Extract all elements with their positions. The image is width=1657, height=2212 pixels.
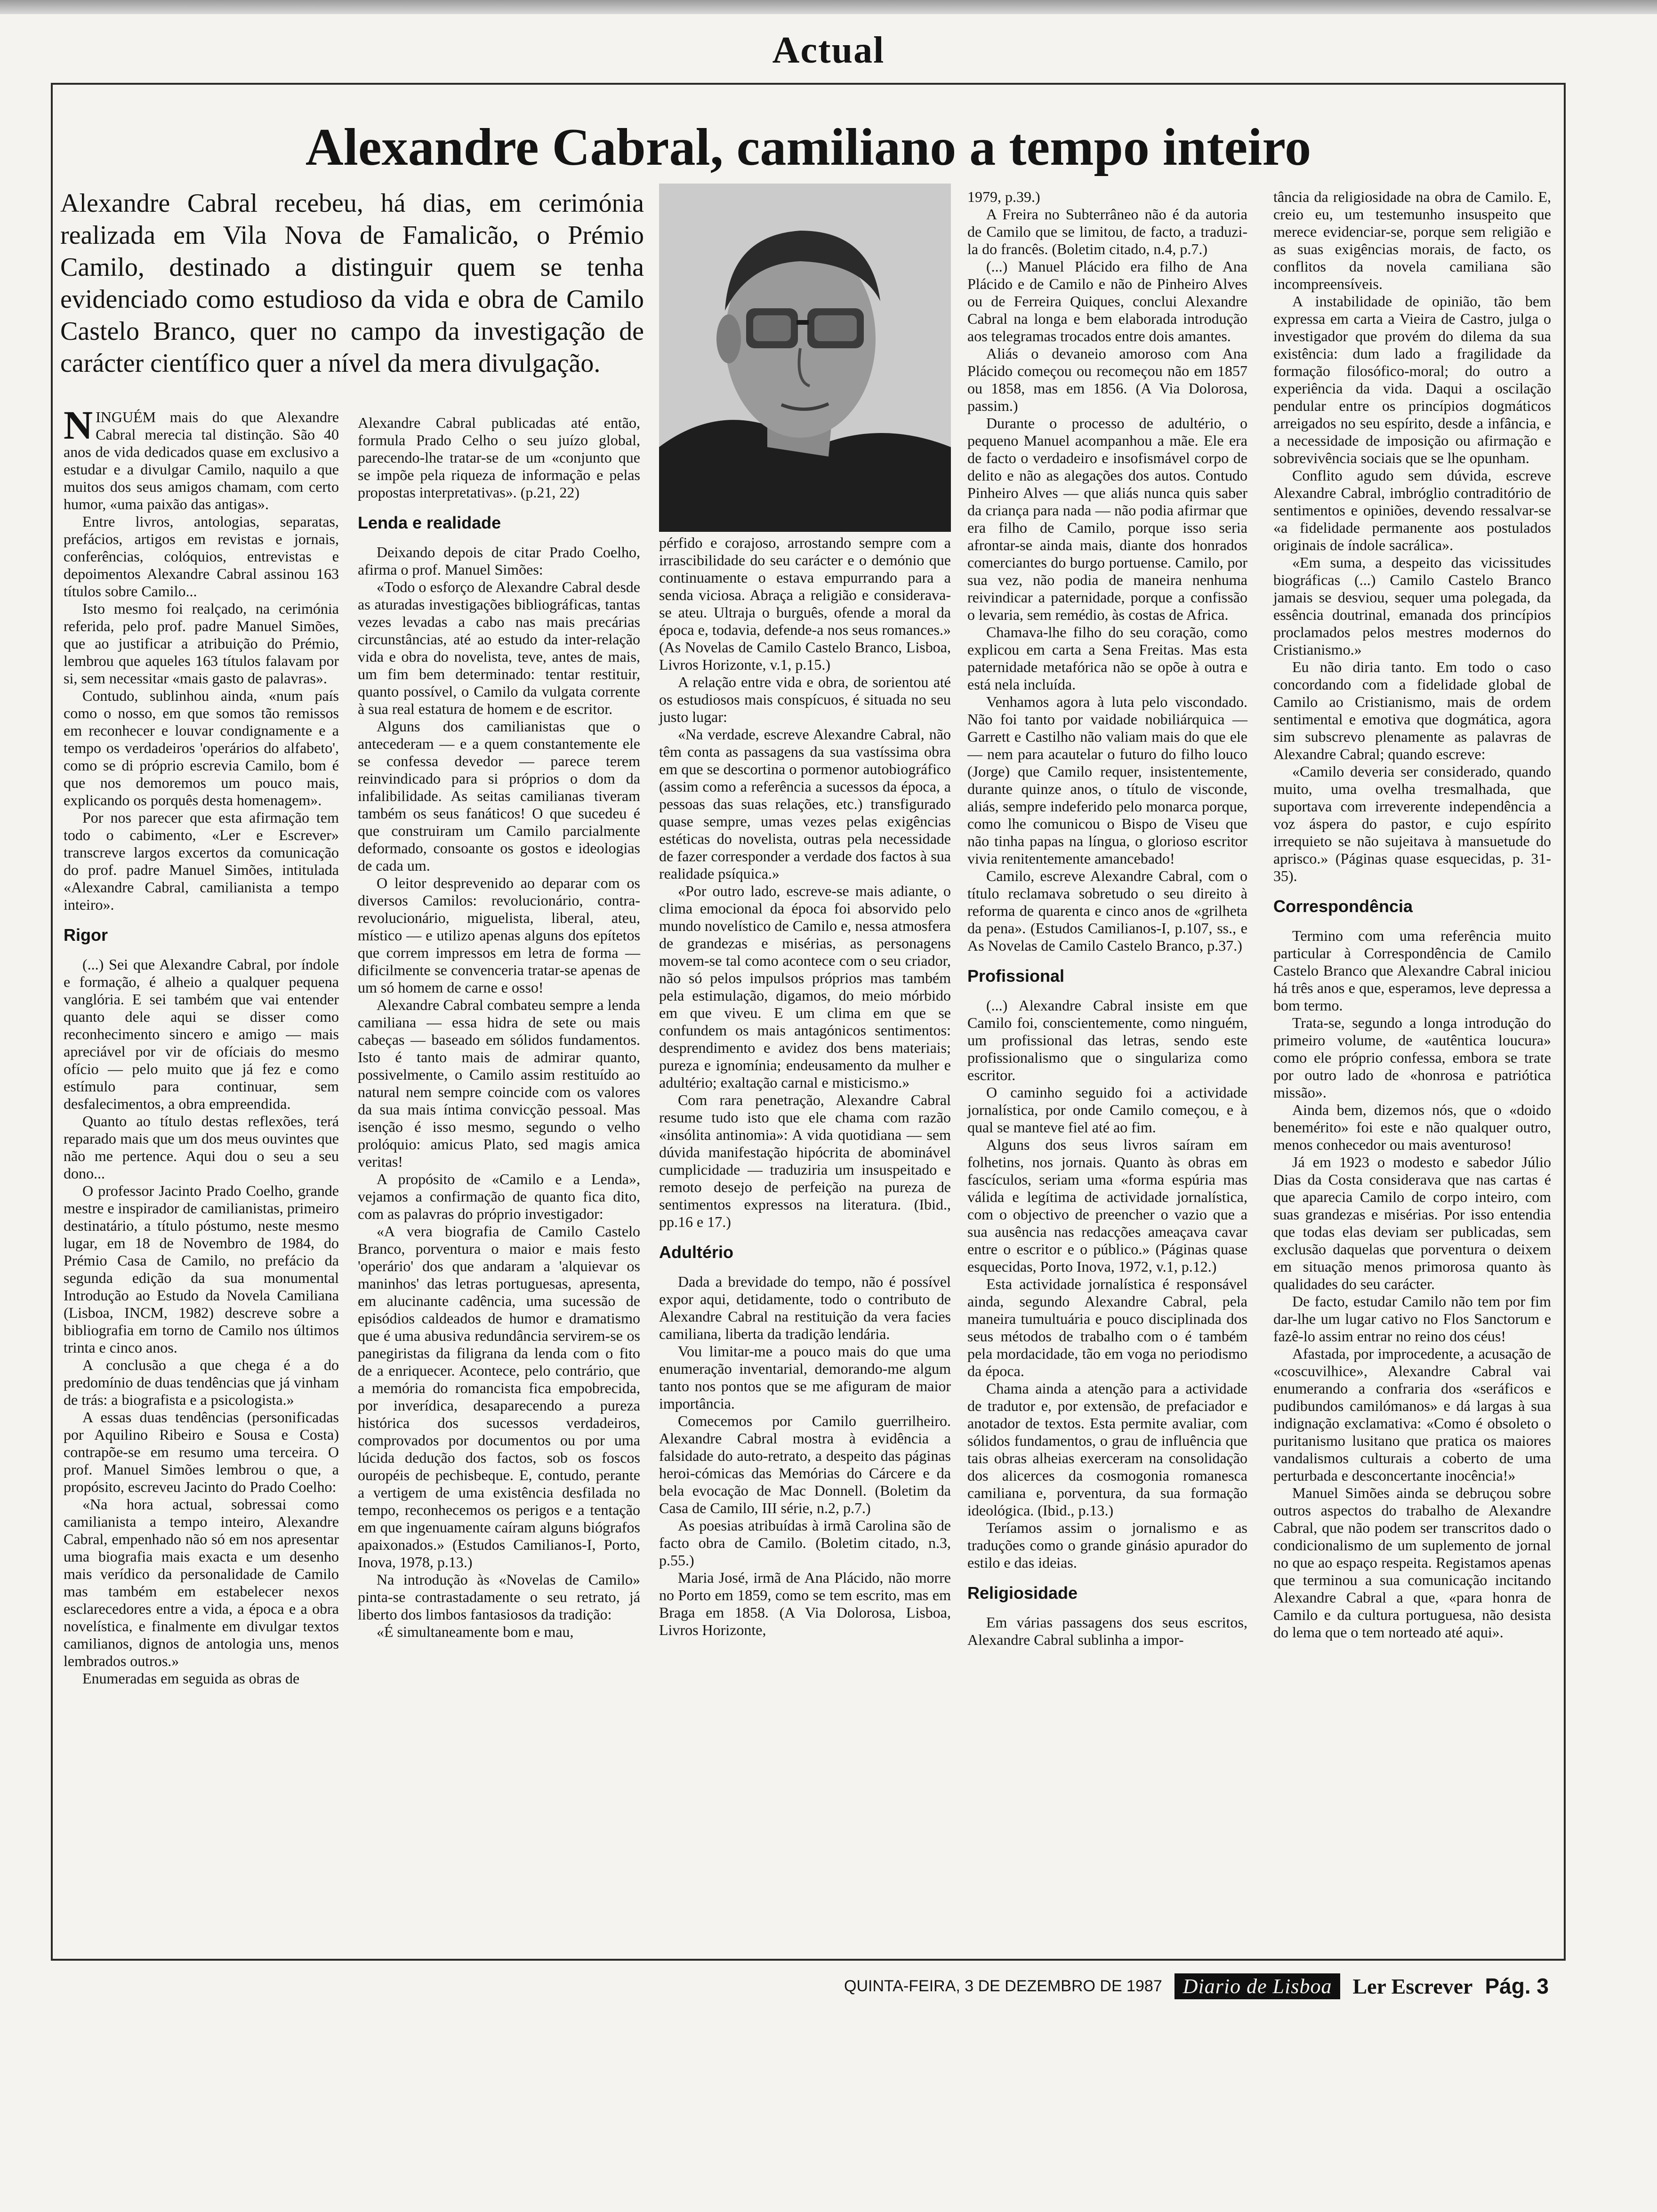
paragraph: «Em suma, a despeito das vicissitudes biográficas (...) Camilo Castelo Branco jamais se desviou, sequer uma polegada, da essência doutrinal, emanada dos princípios proclamados pelos mestres modernos do Cristianismo.» [1273, 554, 1551, 658]
paragraph: Na introdução às «Novelas de Camilo» pinta-se contrastadamente o seu retrato, já liberto dos limbos fantasiosos da tradição: [358, 1571, 640, 1623]
paragraph: Manuel Simões ainda se debruçou sobre outros aspectos do trabalho de Alexandre Cabral, que não podem ser transcritos dado o condicionalismo de um suplemento de jornal no que ao espaço respeita. Registamos apenas que terminou a sua comunicação incitando Alexandre Cabral a que, «para honra de Camilo e da cultura portuguesa, não desista do lema que o tem norteado até aqui». [1273, 1484, 1551, 1641]
paragraph: Com rara penetração, Alexandre Cabral resume tudo isto que ele chama com razão «insólita antinomia»: A vida quotidiana — sem dúvida manifestação hipócrita de abominável cumplicidade — traduziria um insuspeitado e remoto desejo de perfeição na pureza de sentimentos expressos na literatura. (Ibid., pp.16 e 17.) [659, 1091, 951, 1230]
scan-top-edge [0, 0, 1657, 14]
page-number: Pág. 3 [1485, 1974, 1549, 1998]
paragraph: tância da religiosidade na obra de Camilo. E, creio eu, um testemunho insuspeito que merece evidenciar-se, porque sem religião e as suas exigências morais, de facto, os conflitos da novela camiliana são incompreensíveis. [1273, 188, 1551, 292]
paragraph: Eu não diria tanto. Em todo o caso concordando com a fidelidade global de Camilo ao Cristianismo, mais de ordem sentimental e emotiva que dogmática, agora sim subscrevo plenamente as palavras de Alexandre Cabral; quando escreve: [1273, 658, 1551, 762]
paragraph: Já em 1923 o modesto e sabedor Júlio Dias da Costa considerava que nas cartas é que aparecia Camilo de corpo inteiro, com suas grandezas e misérias. Por isso entendia que todas elas deviam ser publicadas, sem exclusão daquelas que porventura o deixem em situação menos primorosa quanto às qualidades do seu carácter. [1273, 1154, 1551, 1292]
subheading-religiosidade: Religiosidade [967, 1583, 1078, 1603]
paragraph: «A vera biografia de Camilo Castelo Branco, porventura o maior e mais festo 'operário' dos que andaram a 'alquievar os maninhos' das letras portuguesas, apresenta, em alucinante cadência, uma sucessão de episódios caldeados de humor e dramatismo que é uma abusiva redundância servirem-se os panegiristas da filigrana da lenda com o fito de a enriquecer. Acontece, pelo contrário, que a memória do romancista fica empobrecida, por inverídica, desaparecendo a pureza histórica dos sucessos verdadeiros, comprovados por documentos ou por uma lúcida dedução dos factos, sob os foscos ouropéis de pechisbeque. E, contudo, perante a vertigem de uma existência desfilada no tempo, reconhecemos os perigos e a tentação em que ingenuamente caíram alguns biógrafos apaixonados.» (Estudos Camilianos-I, Porto, Inova, 1978, p.13.) [358, 1223, 640, 1571]
paragraph: O caminho seguido foi a actividade jornalística, por onde Camilo começou, e à qual se manteve fiel até ao fim. [967, 1084, 1247, 1136]
paragraph: «Todo o esforço de Alexandre Cabral desde as aturadas investigações bibliográficas, tantas vezes levadas a cabo nas mais precárias circunstâncias, até ao estudo da inter-relação vida e obra do novelista, teve, antes de mais, um fim bem determinado: tentar restituir, quanto possível, o Camilo da vulgata corrente à sua real estatura de homem e de escritor. [358, 578, 640, 717]
paragraph: «Na hora actual, sobressai como camilianista a tempo inteiro, Alexandre Cabral, empenhado não só em nos apresentar uma biografia mais exacta e um desenho mais verídico da personalidade de Camilo mas também em estabelecer nexos esclarecedores entre a vida, a época e a obra novelística, e finalmente em divulgar textos camilianos, dignos de antologia uns, menos lembrados outros.» [64, 1496, 339, 1669]
author-photo [659, 184, 951, 532]
issue-date: QUINTA-FEIRA, 3 DE DEZEMBRO DE 1987 [844, 1977, 1162, 1995]
paragraph: De facto, estudar Camilo não tem por fim dar-lhe um lugar cativo no Flos Sanctorum e fazê-lo assim entrar no reino dos céus! [1273, 1293, 1551, 1345]
paragraph: Venhamos agora à luta pelo viscondado. Não foi tanto por vaidade nobiliárquica — Garrett e Castilho não valiam mais do que ele — nem para acautelar o futuro do filho louco (Jorge) que Camilo requer, insistentemente, durante quinze anos, o título de visconde, aliás, sempre indeferido pelo monarca porque, como lhe comunicou o Bispo de Viseu que não tinha papas na língua, o glorioso escritor vivia renitentemente amancebado! [967, 693, 1247, 867]
article-headline: Alexandre Cabral, camiliano a tempo inteiro [305, 118, 1311, 176]
paragraph: (...) Manuel Plácido era filho de Ana Plácido e de Camilo e não de Pinheiro Alves ou de Ferreira Quiques, conclui Alexandre Cabral na longa e bem elaborada introdução aos telegramas trocados entre dois amantes. [967, 258, 1247, 345]
paragraph: Maria José, irmã de Ana Plácido, não morre no Porto em 1859, como se tem escrito, mas em Braga em 1858. (A Via Dolorosa, Lisboa, Livros Horizonte, [659, 1569, 951, 1638]
paragraph: pérfido e corajoso, arrostando sempre com a irrascibilidade do seu carácter e o demónio que continuamente o estava empurrando para a senda viciosa. Abraça a religião e considerava-se ateu. Ultraja o burguês, ofende a moral da época e, todavia, defende-a nos seus romances.» (As Novelas de Camilo Castelo Branco, Lisboa, Livros Horizonte, v.1, p.15.) [659, 534, 951, 673]
paragraph: «Por outro lado, escreve-se mais adiante, o clima emocional da época foi absorvido pelo mundo novelístico de Camilo e, nessa atmosfera de grandezas e misérias, as personagens movem-se tal como acontece com o seu criador, não só pelos impulsos próprios mas também pela estimulação, digamos, do meio mórbido em que viveu. E um clima em que se confundem os mais antagónicos sentimentos: desprendimento e avidez dos bens materiais; pureza e ignomínia; endeusamento da mulher e adultério; exaltação carnal e misticismo.» [659, 882, 951, 1091]
paragraph: Enumeradas em seguida as obras de [82, 1670, 300, 1687]
subheading-adulterio: Adultério [659, 1242, 733, 1262]
paragraph: Termino com uma referência muito particular à Correspondência de Camilo Castelo Branco que Alexandre Cabral iniciou há três anos e que, esperamos, leve depressa a bom termo. [1273, 927, 1551, 1014]
paragraph: «Na verdade, escreve Alexandre Cabral, não têm conta as passagens da sua vastíssima obra em que se descortina o pormenor autobiográfico (assim como a referência a sucessos da época, a pessoas das suas relações, etc.) transfigurado quase sempre, umas vezes pelas exigências estéticas do novelista, outras pela necessidade de fazer corresponder a verdade dos factos à sua realidade psíquica.» [659, 726, 951, 882]
column-3 [659, 534, 951, 1639]
subheading-lenda: Lenda e realidade [358, 513, 501, 532]
paragraph: Esta actividade jornalística é responsável ainda, segundo Alexandre Cabral, pela maneira tumultuária e pouco disciplinada dos seus métodos de trabalho com o é também pela mordacidade, tão em voga no periodismo da época. [967, 1275, 1247, 1379]
paragraph: A conclusão a que chega é a do predomínio de duas tendências que já vinham de trás: a biografista e a psicologista.» [64, 1356, 339, 1408]
column-2 [358, 414, 640, 1641]
paragraph-text: INGUÉM mais do que Alexandre Cabral merecia tal distinção. São 40 anos de vida dedicados quase em exclusivo a estudar e a divulgar Camilo, naquilo a que muitos dos seus amigos chamam, com certo humor, «uma paixão das antigas». [64, 409, 339, 513]
paragraph: «É simultaneamente bom e mau, [377, 1623, 574, 1640]
paragraph: Isto mesmo foi realçado, na cerimónia referida, pelo prof. padre Manuel Simões, que ao justificar a atribuição do Prémio, lembrou que aqueles 163 títulos falavam por si, sem necessitar «mais gasto de palavras». [64, 600, 339, 687]
paragraph: A relação entre vida e obra, de sorientou até os estudiosos mais conspícuos, é situada no seu justo lugar: [659, 673, 951, 725]
paragraph: Durante o processo de adultério, o pequeno Manuel acompanhou a mãe. Ele era de facto o verdadeiro e insofismável corpo de delito e não as alegações dos autos. Contudo Pinheiro Alves — que aliás nunca quis saber da criança para nada — não podia afirmar que era filho de Camilo, porque isso seria afrontar-se ainda mais, diante dos honrados comerciantes do burgo portuense. Camilo, por sua vez, não podia de maneira nenhuma reivindicar a paternidade, porque a confissão o levaria, sem remédio, às costas de Africa. [967, 415, 1247, 623]
paragraph: 1979, p.39.) [967, 188, 1040, 205]
paragraph: O leitor desprevenido ao deparar com os diversos Camilos: revolucionário, contra-revolucionário, miguelista, liberal, ateu, místico — e utilizo apenas alguns dos epítetos que correm impressos em letra de forma — dificilmente se convenceria tratar-se apenas de um só homem de carne e osso! [358, 874, 640, 996]
section-kicker: Actual [772, 30, 885, 71]
paragraph: Deixando depois de citar Prado Coelho, afirma o prof. Manuel Simões: [358, 544, 640, 578]
paragraph: Camilo, escreve Alexandre Cabral, com o título reclamava sobretudo o seu direito à reforma de quarenta e cinco anos de «grilheta da pena». (Estudos Camilianos-I, p.107, ss., e As Novelas de Camilo Castelo Branco, p.37.) [967, 867, 1247, 954]
paragraph: As poesias atribuídas à irmã Carolina são de facto obra de Camilo. (Boletim citado, n.3, p.55.) [659, 1517, 951, 1569]
paragraph: O professor Jacinto Prado Coelho, grande mestre e inspirador de camilianistas, primeiro destinatário, a título póstumo, neste mesmo lugar, em 18 de Novembro de 1984, do Prémio Casa de Camilo, no prefácio da segunda edição da sua monumental Introdução ao Estudo da Novela Camiliana (Lisboa, INCM, 1982) descreve sobre a bibliografia em torno de Camilo nos últimos trinta e cinco anos. [64, 1182, 339, 1356]
paragraph: Ainda bem, dizemos nós, que o «doido benemérito» foi este e não qualquer outro, menos conhecedor ou mais aventuroso! [1273, 1101, 1551, 1153]
paragraph: Conflito agudo sem dúvida, escreve Alexandre Cabral, imbróglio contraditório de sentimentos e opiniões, devendo ressalvar-se «a fidelidade permanente aos postulados originais de índole sacrálica». [1273, 467, 1551, 553]
drop-cap: N [64, 402, 93, 448]
paragraph: Trata-se, segundo a longa introdução do primeiro volume, de «autêntica loucura» como ele próprio confessa, embora se trate por outro lado de «honrosa e patriótica missão». [1273, 1014, 1551, 1101]
column-1 [64, 402, 339, 1687]
article-lead: Alexandre Cabral recebeu, há dias, em cerimónia realizada em Vila Nova de Famalicão, o Prémio Camilo, destinado a distinguir quem se tenha evidenciado como estudioso da vida e obra de Camilo Castelo Branco, quer no campo da investigação de carácter científico quer a nível da mera divulgação. [60, 189, 644, 378]
paragraph: A essas duas tendências (personificadas por Aquilino Ribeiro e Sousa e Costa) contrapõe-se em resumo uma terceira. O prof. Manuel Simões lembrou o que, a propósito, escreveu Jacinto do Prado Coelho: [64, 1409, 339, 1495]
paragraph: Dada a brevidade do tempo, não é possível expor aqui, detidamente, todo o contributo de Alexandre Cabral na restituição da vera facies camiliana, liberta da tradição lendária. [659, 1273, 951, 1342]
paragraph: Quanto ao título destas reflexões, terá reparado mais que um dos meus ouvintes que não me pertence. Aqui dou o seu a seu dono... [64, 1113, 339, 1182]
paragraph: Em várias passagens dos seus escritos, Alexandre Cabral sublinha a impor- [967, 1614, 1247, 1648]
portrait-image [659, 184, 951, 532]
paragraph: Chama ainda a atenção para a actividade de tradutor e, por extensão, de prefaciador e anotador de textos. Esta permite avaliar, com sólidos fundamentos, o grau de influência que tais obras alheias exerceram na consolidação dos alicerces da cosmogonia romanesca camiliana e, porventura, da sua formação ideológica. (Ibid., p.13.) [967, 1380, 1247, 1519]
paragraph: Chamava-lhe filho do seu coração, como explicou em carta a Sena Freitas. Mas esta paternidade metafórica não se opõe à outra e está nela incluída. [967, 624, 1247, 693]
paragraph: Alguns dos seus livros saíram em folhetins, nos jornais. Quanto às obras em fascículos, seriam uma «forma espúria mas válida e legítima de actividade jornalística, com o objectivo de preencher o vazio que a sua ausência nas redacções ameaçava cavar entre o escritor e o público.» (Páginas quase esquecidas, Porto Inova, 1972, v.1, p.12.) [967, 1136, 1247, 1275]
column-4 [967, 188, 1247, 1649]
paragraph: Afastada, por improcedente, a acusação de «coscuvilhice», Alexandre Cabral vai enumerando a confraria dos «seráficos e pudibundos camilómanos» e dá largas à sua indignação exclamativa: «Como é obsoleto o puritanismo lusitano que pratica os maiores vandalismos culturais a coberto de uma perturbada e desconcertante inocência!» [1273, 1345, 1551, 1484]
paragraph: A propósito de «Camilo e a Lenda», vejamos a confirmação de quanto fica dito, com as palavras do próprio investigador: [358, 1170, 640, 1222]
paragraph: (...) Sei que Alexandre Cabral, por índole e formação, é alheio a qualquer pequena vanglória. E sei também que vai entender quanto dele aqui se disser como reconhecimento sincero e amigo — mais apreciável por vir de ofíciais do mesmo ofício — pelo muito que já fez e como estímulo para continuar, sem desfalecimentos, a obra empreendida. [64, 956, 339, 1112]
paragraph: Por nos parecer que esta afirmação tem todo o cabimento, «Ler e Escrever» transcreve largos excertos da comunicação do prof. padre Manuel Simões, intitulada «Alexandre Cabral, camilianista a tempo inteiro». [64, 809, 339, 913]
paragraph: Contudo, sublinhou ainda, «num país como o nosso, em que somos tão remissos em reconhecer e louvar condignamente e a tempo os verdadeiros 'operários do alfabeto', como se di próprio escrevia Camilo, bom é que nos demoremos um pouco mais, explicando os porquês desta homenagem». [64, 687, 339, 809]
paragraph: Teríamos assim o jornalismo e as traduções como o grande ginásio apurador do estilo e das ideias. [967, 1519, 1247, 1571]
subheading-rigor: Rigor [64, 925, 108, 945]
newspaper-masthead: Diario de Lisboa [1174, 1973, 1341, 1999]
paragraph: «Camilo deveria ser considerado, quando muito, uma ovelha tresmalhada, que suportava com irreverente independência a voz áspera do pastor, e cujo espírito irrequieto se não sujeitava à mansuetude do aprisco.» (Páginas quase esquecidas, p. 31-35). [1273, 763, 1551, 884]
paragraph [64, 402, 339, 513]
paragraph: A Freira no Subterrâneo não é da autoria de Camilo que se limitou, de facto, a traduzi-la do francês. (Boletim citado, n.4, p.7.) [967, 206, 1247, 257]
paragraph: A instabilidade de opinião, tão bem expressa em carta a Vieira de Castro, julga o investigador que provém do dilema da sua existência: dum lado a fragilidade da formação filosófico-moral; do outro a experiência da vida. Daqui a oscilação pendular entre os princípios dogmáticos arreigados no seu espírito, desde a infância, e a necessidade de imposição ou afirmação e sobrevivência sociais que se lhe opunham. [1273, 293, 1551, 466]
paragraph: (...) Alexandre Cabral insiste em que Camilo foi, conscientemente, como ninguém, um profissional das letras, sendo este profissionalismo que o singulariza como escritor. [967, 997, 1247, 1083]
section-name: Ler Escrever [1352, 1974, 1473, 1998]
paragraph: Alexandre Cabral publicadas até então, formula Prado Celho o seu juízo global, parecendo-lhe tratar-se de um «conjunto que se impõe pela riqueza de informação e pelas propostas interpretativas». (p.21, 22) [358, 414, 640, 501]
page-footer [800, 1970, 1549, 2003]
paragraph: Aliás o devaneio amoroso com Ana Plácido começou ou recomeçou não em 1857 ou 1858, mas em 1856. (A Via Dolorosa, passim.) [967, 345, 1247, 414]
paragraph: Alexandre Cabral combateu sempre a lenda camiliana — essa hidra de sete ou mais cabeças — baseado em sólidos fundamentos. Isto é tanto mais de admirar quanto, possivelmente, o Camilo assim restituído ao natural nem sempre coincide com os valores da sua mais íntima convicção pessoal. Mas isenção é isso mesmo, segundo o velho prolóquio: amicus Plato, sed magis amica veritas! [358, 996, 640, 1170]
subheading-correspondencia: Correspondência [1273, 897, 1413, 916]
column-5 [1273, 188, 1551, 1641]
paragraph: Alguns dos camilianistas que o antecederam — e a quem constantemente ele se confessa devedor — parece terem reinvindicado para si próprios o dom da infalibilidade. As seitas camilianas tiveram também os seus fanáticos! O que sucedeu é que construiram um Camilo parcialmente deformado, consoante os gostos e ideologias de cada um. [358, 718, 640, 874]
subheading-profissional: Profissional [967, 966, 1065, 986]
paragraph: Entre livros, antologias, separatas, prefácios, artigos em revistas e jornais, conferências, colóquios, entrevistas e depoimentos Alexandre Cabral assinou 163 títulos sobre Camilo... [64, 513, 339, 600]
paragraph: Vou limitar-me a pouco mais do que uma enumeração inventarial, demorando-me algum tanto nos pontos que se me afiguram de maior importância. [659, 1343, 951, 1412]
paragraph: Comecemos por Camilo guerrilheiro. Alexandre Cabral mostra à evidência a falsidade do auto-retrato, a despeito das páginas heroi-cómicas das Memórias do Cárcere e da bela evocação de Mac Donnell. (Boletim da Casa de Camilo, III série, n.2, p.7.) [659, 1412, 951, 1516]
